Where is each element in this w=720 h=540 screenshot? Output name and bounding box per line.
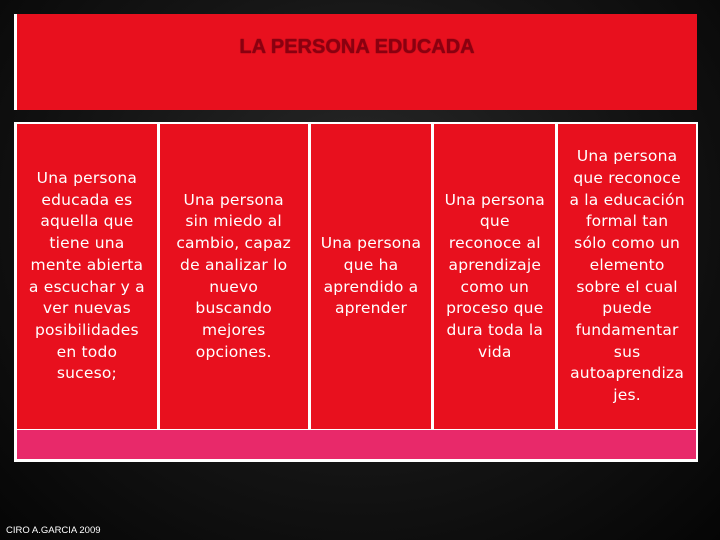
footer-credit: CIRO A.GARCIA 2009 <box>6 525 101 536</box>
cell-text-4: Una persona que reconoce al aprendizaje como un proceso que dura toda la vida <box>444 190 546 361</box>
table-cell-2 <box>160 124 308 429</box>
slide-title: LA PERSONA EDUCADA <box>239 36 475 58</box>
cell-text-2: Una persona sin miedo al cambio, capaz de analizar lo nuevo buscando mejores opciones. <box>176 190 292 361</box>
table-cell-3 <box>311 124 432 429</box>
title-bar <box>14 14 697 110</box>
table-bottom-row <box>17 430 696 459</box>
table-cell-4 <box>434 124 555 429</box>
table-cell-5 <box>558 124 696 429</box>
table-cell-1 <box>17 124 157 429</box>
content-table <box>14 122 698 462</box>
table-row <box>17 124 696 429</box>
cell-text-1: Una persona educada es aquella que tiene una mente abierta a escuchar y a ver nuevas posibilidades en todo suceso; <box>28 168 145 383</box>
cell-text-3: Una persona que ha aprendido a aprender <box>320 234 422 318</box>
cell-text-5: Una persona que reconoce a la educación formal tan sólo como un elemento sobre el cual puede fundamentar sus autoaprendiza jes. <box>569 147 685 405</box>
